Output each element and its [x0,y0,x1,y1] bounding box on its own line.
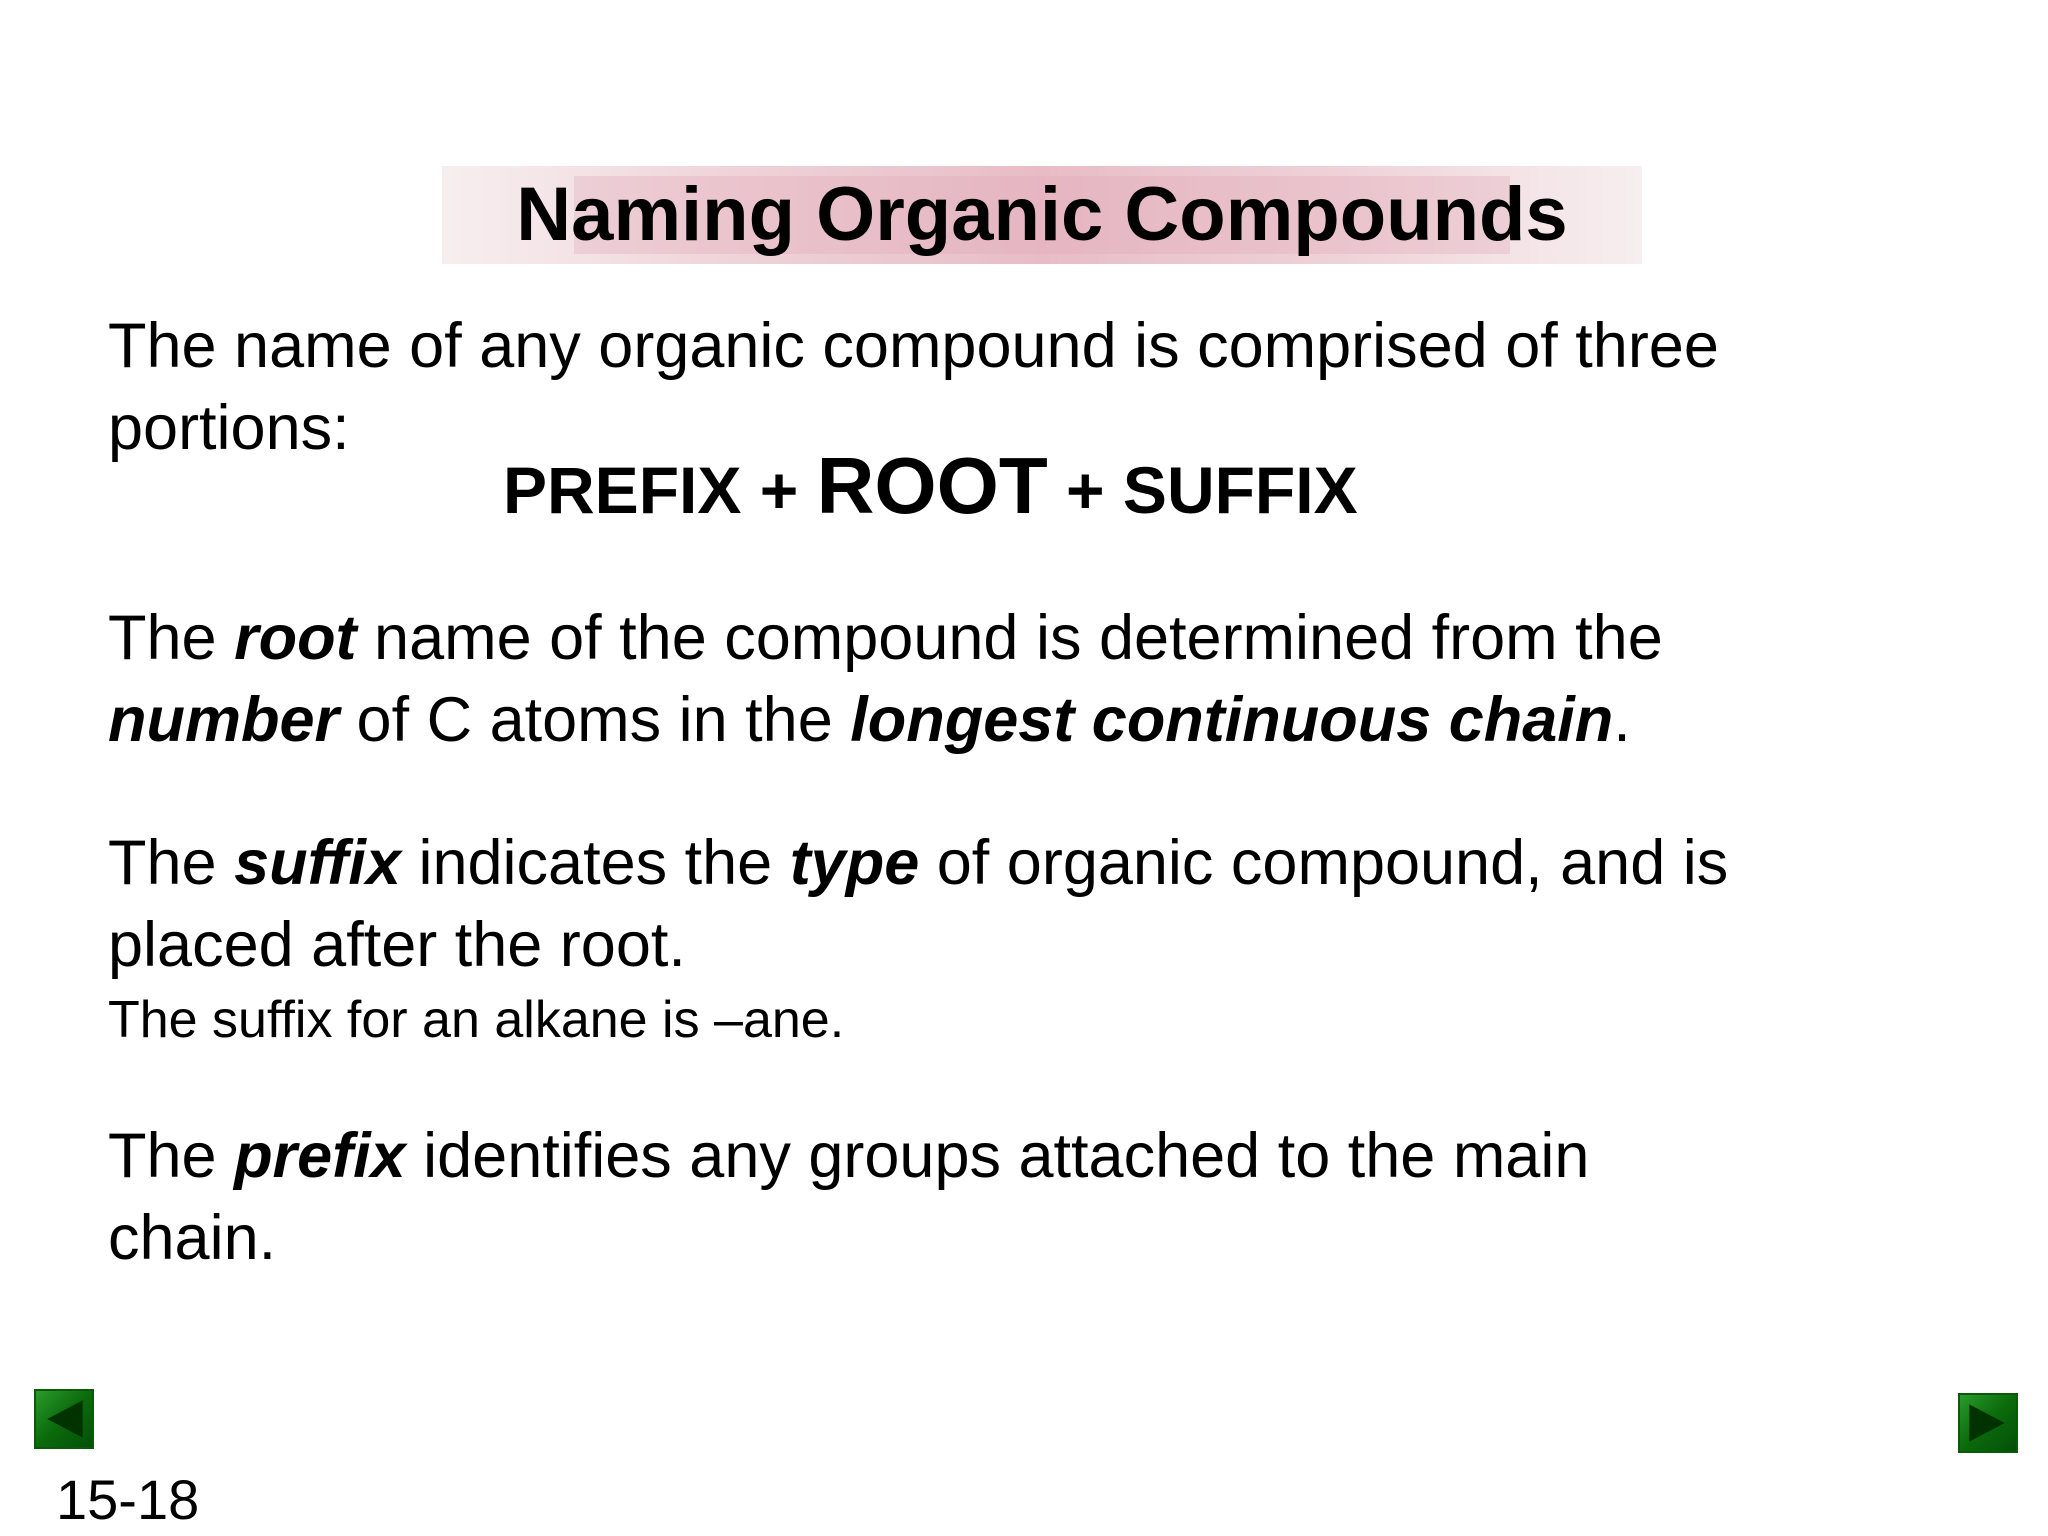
type-term: type [789,828,920,898]
root-text-2: name of the compound is determined from the [356,603,1663,673]
suffix-text-2: indicates the [400,828,790,898]
naming-formula [503,440,1358,550]
root-term: root [234,603,357,673]
suffix-paragraph [108,822,1728,986]
intro-line-1: The name of any organic compound is comprised of three [108,311,1719,381]
next-slide-button[interactable] [1958,1393,2018,1453]
root-paragraph [108,597,1663,761]
formula-suffix: + SUFFIX [1047,453,1358,527]
slide-title: Naming Organic Compounds [516,172,1568,257]
previous-slide-button[interactable] [34,1389,94,1449]
number-term: number [108,685,340,755]
prefix-paragraph [108,1115,1589,1279]
longest-chain-term: longest continuous chain [850,685,1614,755]
right-arrow-icon [1960,1395,2016,1451]
prefix-text-3: chain. [108,1203,277,1273]
suffix-text-3: of organic compound, and is [919,828,1729,898]
prefix-text-1: The [108,1121,235,1191]
formula-prefix: PREFIX + [503,453,817,527]
suffix-note: The suffix for an alkane is –ane. [108,991,845,1049]
suffix-text-1: The [108,828,235,898]
left-arrow-icon [36,1391,92,1447]
root-text-3: of C atoms in the [339,685,851,755]
suffix-term: suffix [234,828,401,898]
suffix-text-4: placed after the root. [108,910,686,980]
root-text-4: . [1613,685,1631,755]
prefix-term: prefix [234,1121,406,1191]
page-number: 15-18 [56,1468,200,1531]
intro-line-2: portions: [108,393,350,463]
formula-root: ROOT [816,441,1048,530]
prefix-text-2: identifies any groups attached to the main [405,1121,1590,1191]
root-text-1: The [108,603,235,673]
